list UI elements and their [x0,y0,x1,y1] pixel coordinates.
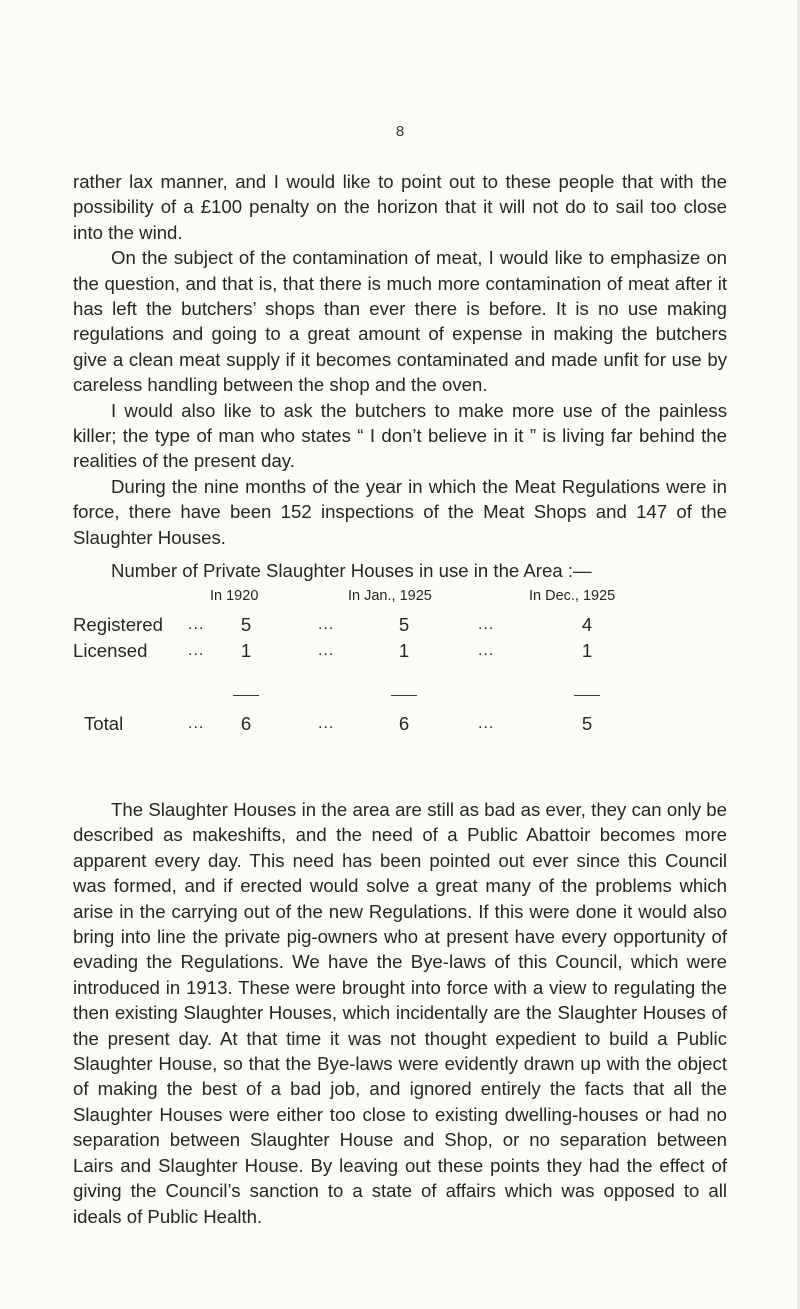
cell-total-jan-1925: 6 [398,713,410,734]
row-label-registered: Registered [73,614,163,635]
cell-registered-jan-1925: 5 [398,614,410,635]
body-text-top [73,169,727,550]
leader-dots: ... [478,715,495,732]
cell-registered-dec-1925: 4 [581,614,593,635]
leader-dots: ... [318,616,335,633]
paragraph-continuation: rather lax manner, and I would like to point out to these people that with the possibility of a £100 penalty on the horizon that it will not do to sail too close into the wind. [73,171,727,243]
paragraph-painless-killer: I would also like to ask the butchers to make more use of the painless killer; the type of man who states “ I don’t believe in it ” is living far behind the realities of the present day. [73,399,727,472]
column-header-jan-1925: In Jan., 1925 [348,588,432,604]
leader-dots: ... [188,616,205,633]
page-number: 8 [395,123,405,140]
leader-dots: ... [318,715,335,732]
paragraph-contamination: On the subject of the contamination of meat, I would like to emphasize on the question, and that is, that there is much more contamination of meat after it has left the butchers’ shops than ever there is before. It is no use making regulations and going to a great amount of expense in making the butchers give a clean meat supply if it becomes contaminated and made unfit for use by careless handling between the shop and the oven. [73,247,727,396]
row-label-total: Total [84,713,124,734]
leader-dots: ... [188,715,205,732]
sum-rule-1920 [233,695,259,696]
sum-rule-jan-1925 [391,695,417,696]
column-header-1920: In 1920 [210,588,259,604]
paragraph-slaughter-houses: The Slaughter Houses in the area are still as bad as ever, they can only be described as makeshifts, and the need of a Public Abattoir becomes more apparent every day. This need has been pointed out ever since this Council was formed, and if erected would solve a great many of the problems which arise in the carrying out of the new Regulations. If this were done it would also bring into line the private pig-owners who at present have every opportunity of evading the Regulations. We have the Bye-laws of this Council, which were introduced in 1913. These were brought into force with a view to regulating the then existing Slaughter Houses, which incidentally are the Slaughter Houses of the present day. At that time it was not thought expedient to build a Public Slaughter House, so that the Bye-laws were evidently drawn up with the object of making the best of a bad job, and ignored entirely the facts that all the Slaughter Houses were either too close to existing dwelling-houses or had no separation between Slaughter House and Shop, or no separation between Lairs and Slaughter House. By leaving out these points they had the effect of giving the Council’s sanction to a state of affairs which was opposed to all ideals of Public Health. [73,799,727,1227]
leader-dots: ... [478,642,495,659]
body-text-bottom [73,797,727,1229]
paragraph-inspections: During the nine months of the year in which the Meat Regulations were in force, there have been 152 inspections of the Meat Shops and 147 of the Slaughter Houses. [73,475,727,548]
leader-dots: ... [188,642,205,659]
leader-dots: ... [478,616,495,633]
sum-rule-dec-1925 [574,695,600,696]
leader-dots: ... [318,642,335,659]
table-intro: Number of Private Slaughter Houses in use in the Area :— [111,560,592,581]
cell-total-dec-1925: 5 [581,713,593,734]
cell-registered-1920: 5 [240,614,252,635]
cell-licensed-dec-1925: 1 [581,640,593,661]
cell-licensed-jan-1925: 1 [398,640,410,661]
column-header-dec-1925: In Dec., 1925 [529,588,616,604]
row-label-licensed: Licensed [73,640,148,661]
cell-total-1920: 6 [240,713,252,734]
cell-licensed-1920: 1 [240,640,252,661]
